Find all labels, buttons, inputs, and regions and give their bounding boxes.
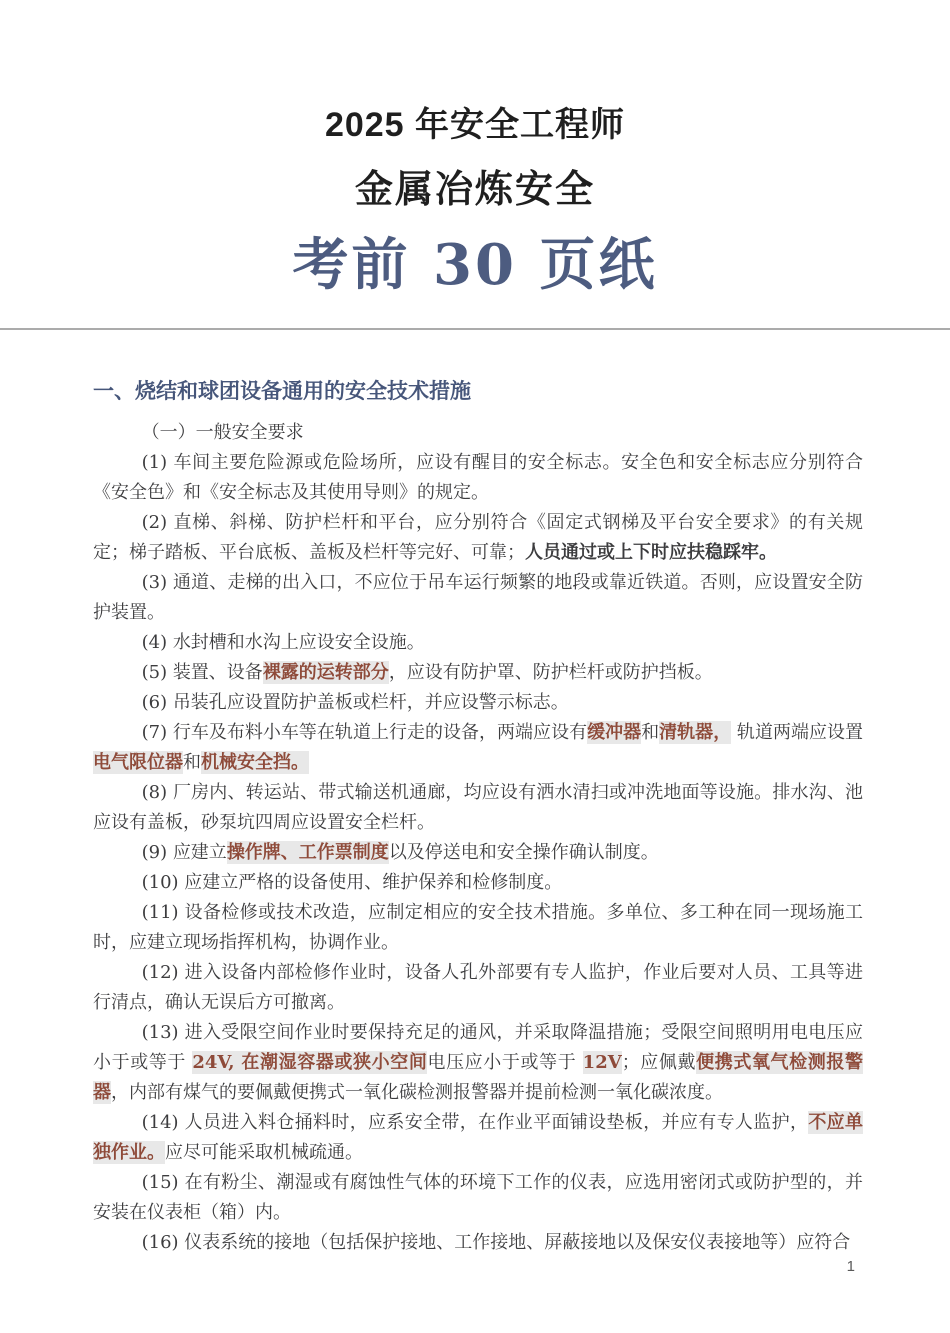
paragraph [93, 868, 863, 898]
text-run: (6) 吊装孔应设置防护盖板或栏杆，并应设警示标志。 [141, 691, 569, 713]
text-run: (16) 仪表系统的接地（包括保护接地、工作接地、屏蔽接地以及保安仪表接地等）应符合 [141, 1231, 851, 1253]
text-run: (12) 进入设备内部检修作业时，设备人孔外部要有专人监护，作业后要对人员、工具等进行清点，确认无误后方可撤离。 [93, 961, 863, 1013]
content-paragraphs [93, 418, 863, 1258]
highlighted-text: 便携式氧气检测报警器 [93, 1051, 863, 1103]
text-run: (4) 水封槽和水沟上应设安全设施。 [141, 631, 425, 653]
paragraph [93, 688, 863, 718]
highlighted-text: 不应单独作业。 [93, 1111, 864, 1163]
text-run: (14) 人员进入料仓捅料时，应系安全带，在作业平面铺设垫板，并应有专人监护， [141, 1111, 809, 1133]
text-run: 应尽可能采取机械疏通。 [165, 1141, 363, 1163]
text-run: 以及停送电和安全操作确认制度。 [388, 841, 659, 863]
highlighted-text: 缓冲器 [587, 721, 642, 743]
highlighted-text: 24V, 在潮湿容器或狭小空间 [192, 1051, 428, 1073]
text-run: (8) 厂房内、转运站、带式输送机通廊，均应设有洒水清扫或冲洗地面等设施。排水沟、池应设有盖板，砂泵坑四周应设置安全栏杆。 [93, 781, 863, 833]
text-run: 轨道两端应设置 [731, 721, 864, 743]
document-title-line1: 2025 年安全工程师 [324, 106, 626, 144]
paragraph [93, 1108, 863, 1168]
text-run: 和 [183, 751, 201, 773]
paragraph [93, 658, 863, 688]
text-run: (9) 应建立 [141, 841, 227, 863]
page-number: 1 [846, 1258, 855, 1275]
title-block [0, 0, 950, 296]
text-run: ，内部有煤气的要佩戴便携式一氧化碳检测报警器并提前检测一氧化碳浓度。 [111, 1081, 723, 1103]
text-run: (7) 行车及布料小车等在轨道上行走的设备，两端应设有 [141, 721, 588, 743]
paragraph [93, 418, 863, 448]
section-heading: 一、烧结和球团设备通用的安全技术措施 [93, 380, 471, 404]
text-run: ，应设有防护罩、防护栏杆或防护挡板。 [388, 661, 713, 683]
text-run: ；应佩戴 [621, 1051, 697, 1073]
text-run: (5) 装置、设备 [141, 661, 263, 683]
bold-text: 人员通过或上下时应扶稳踩牢。 [525, 541, 777, 563]
paragraph [93, 568, 863, 628]
highlighted-text: 清轨器， [659, 721, 732, 743]
paragraph [93, 628, 863, 658]
text-run: (1) 车间主要危险源或危险场所，应设有醒目的安全标志。安全色和安全标志应分别符合《安全色》和《安全标志及其使用导则》的规定。 [93, 451, 863, 503]
text-run: (15) 在有粉尘、潮湿或有腐蚀性气体的环境下工作的仪表，应选用密闭式或防护型的，并安装在仪表柜（箱）内。 [93, 1171, 863, 1223]
highlighted-text: 12V [582, 1051, 622, 1073]
paragraph [93, 898, 863, 958]
text-run: (11) 设备检修或技术改造，应制定相应的安全技术措施。多单位、多工种在同一现场施工时，应建立现场指挥机构，协调作业。 [93, 901, 863, 953]
paragraph [93, 1018, 863, 1108]
highlighted-text: 裸露的运转部分 [262, 661, 389, 683]
text-run: （一）一般安全要求 [141, 421, 304, 443]
highlighted-text: 机械安全挡。 [201, 751, 309, 773]
paragraph [93, 1228, 863, 1258]
highlighted-text: 操作牌、工作票制度 [226, 841, 389, 863]
paragraph [93, 958, 863, 1018]
paragraph [93, 778, 863, 838]
text-run: (10) 应建立严格的设备使用、维护保养和检修制度。 [141, 871, 563, 893]
document-subtitle: 考前 30 页纸 [292, 231, 658, 298]
document-title-line2: 金属冶炼安全 [354, 169, 595, 212]
text-run: 和 [641, 721, 660, 743]
paragraph [93, 1168, 863, 1228]
paragraph [93, 838, 863, 868]
text-run: (3) 通道、走梯的出入口，不应位于吊车运行频繁的地段或靠近铁道。否则，应设置安全防护装置。 [93, 571, 863, 623]
text-run: (2) 直梯、斜梯、防护栏杆和平台，应分别符合《固定式钢梯及平台安全要求》的有关规定；梯子踏板、平台底板、盖板及栏杆等完好、可靠； [93, 511, 863, 563]
paragraph [93, 448, 863, 508]
paragraph [93, 508, 863, 568]
horizontal-divider [0, 328, 950, 330]
text-run: 电压应小于或等于 [427, 1051, 583, 1073]
paragraph [93, 718, 863, 778]
highlighted-text: 电气限位器 [93, 751, 183, 773]
text-run: (13) 进入受限空间作业时要保持充足的通风，并采取降温措施；受限空间照明用电电压应小于或等于 [93, 1021, 863, 1073]
